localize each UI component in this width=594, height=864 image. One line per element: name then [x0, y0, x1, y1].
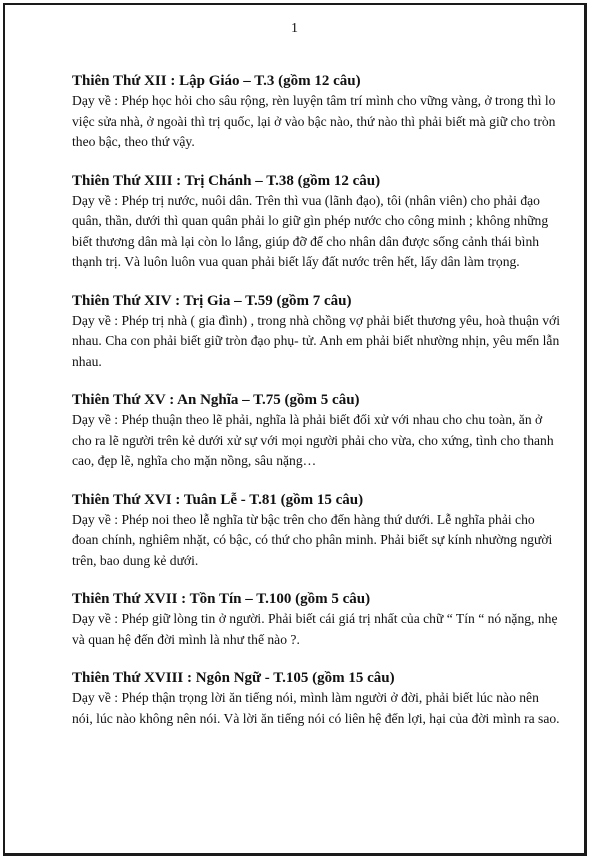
section-tuan-le — [72, 490, 562, 572]
section-list — [72, 71, 562, 729]
section-tri-chanh — [72, 171, 562, 273]
document-page — [3, 3, 587, 856]
section-tri-gia — [72, 291, 562, 373]
page-number: 1 — [291, 21, 298, 36]
section-body: Dạy về : Phép giữ lòng tin ở người. Phải biết cái giá trị nhất của chữ “ Tín “ nó nặng, nhẹ và quan hệ đến đời mình là như thế nào ?. — [72, 611, 558, 647]
section-body: Dạy về : Phép trị nhà ( gia đình) , trong nhà chồng vợ phải biết thương yêu, hoà thuận với nhau. Cha con phải biết giữ tròn đạo phụ- tử. Anh em phải biết nhường nhịn, yêu mến lẫn nhau. — [72, 312, 561, 369]
section-ngon-ngu — [72, 668, 562, 729]
section-ton-tin — [72, 589, 562, 650]
section-body: Dạy về : Phép noi theo lễ nghĩa từ bậc trên cho đến hàng thứ dưới. Lễ nghĩa phải cho đoan chính, nghiêm nhặt, có bậc, có thứ cho phân minh. Phải biết sự kính nhường người trên, bao dung kẻ dưới. — [72, 511, 553, 568]
section-title: Thiên Thứ XII : Lập Giáo – T.3 (gồm 12 câu) — [72, 73, 361, 89]
section-title: Thiên Thứ XVI : Tuân Lễ - T.81 (gồm 15 câu) — [72, 491, 364, 508]
section-an-nghia — [72, 390, 562, 472]
section-body: Dạy về : Phép thuận theo lẽ phải, nghĩa là phải biết đối xử với nhau cho chu toàn, ăn ở cho ra lẽ người trên kẻ dưới xử sự với mọi người phải cho vừa, cho xứng, tình cho thanh cao, đẹp lẽ, nghĩa cho mặn nồng, sâu nặng… — [72, 412, 554, 468]
section-lap-giao — [72, 71, 562, 153]
section-body: Dạy về : Phép trị nước, nuôi dân. Trên thì vua (lãnh đạo), tôi (nhân viên) cho phải đạo quân, thần, dưới thì quan quân phải lo giữ gìn phép nước cho công minh ; không những biết thương dân mà lại còn lo lắng, giúp đỡ để cho nhân dân được sống cảnh thái bình thạnh trị. Và luôn luôn vua quan phải biết lấy đất nước trên hết, lấy dân làm trọng. — [72, 192, 549, 269]
section-title: Thiên Thứ XVII : Tồn Tín – T.100 (gồm 5 câu) — [72, 591, 371, 607]
section-title: Thiên Thứ XIV : Trị Gia – T.59 (gồm 7 câu) — [72, 292, 352, 309]
section-title: Thiên Thứ XIII : Trị Chánh – T.38 (gồm 12 câu) — [72, 172, 381, 189]
section-title: Thiên Thứ XVIII : Ngôn Ngữ - T.105 (gồm 15 câu) — [72, 670, 395, 686]
section-body: Dạy về : Phép học hỏi cho sâu rộng, rèn luyện tâm trí mình cho vững vàng, ở trong thì lo việc sửa nhà, ở ngoài thì trị quốc, lại ở vào bậc nào, thứ nào thì phải biết mà giữ cho tròn theo bậc, theo thứ vậy. — [72, 93, 556, 149]
section-title: Thiên Thứ XV : An Nghĩa – T.75 (gồm 5 câu) — [72, 392, 360, 408]
section-body: Dạy về : Phép thận trọng lời ăn tiếng nói, mình làm người ở đời, phải biết lúc nào nên nói, lúc nào không nên nói. Và lời ăn tiếng nói có liên hệ đến lợi, hại của đời mình ra sao. — [72, 690, 560, 726]
